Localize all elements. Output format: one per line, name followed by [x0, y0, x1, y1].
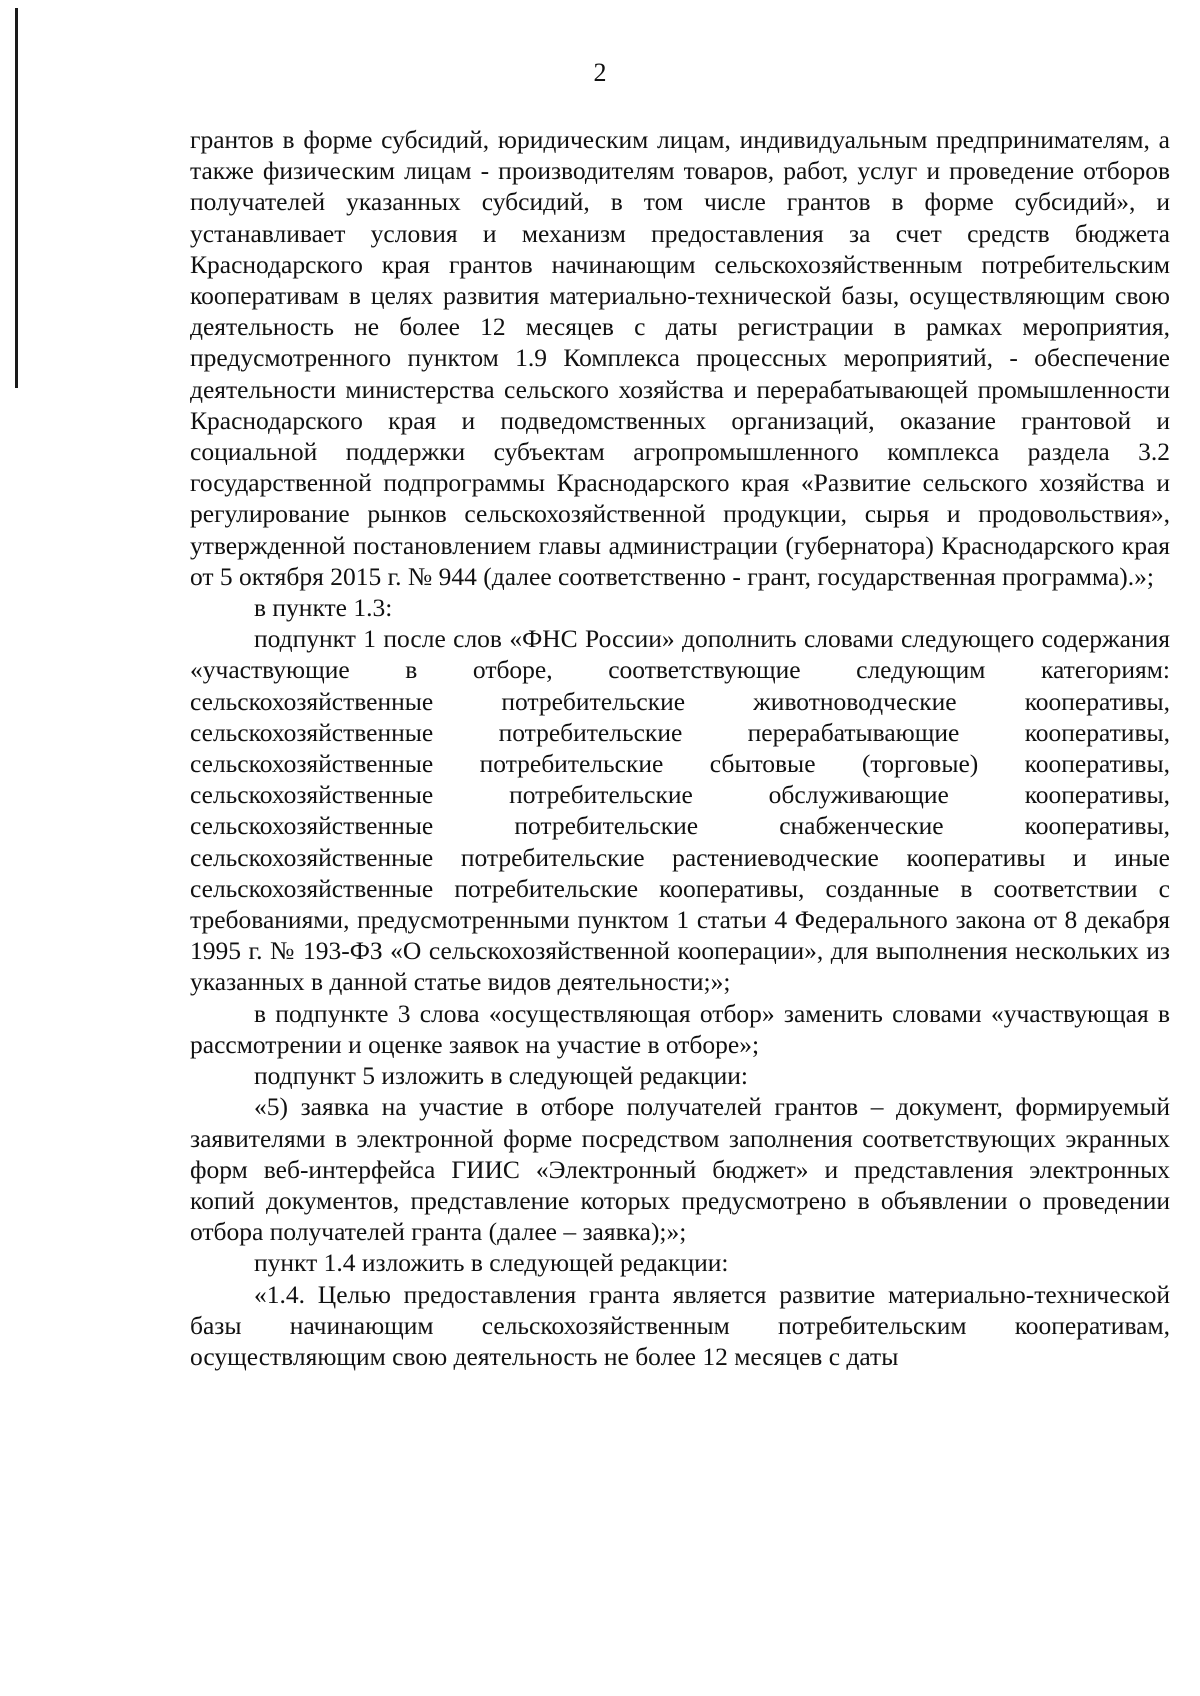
paragraph-podpunkt-5-text: «5) заявка на участие в отборе получателей грантов – документ, формируемый заявителями в электронной форме посредством заполнения соответствующих экранных форм веб-интерфейса ГИИС «Электронный бюджет» и представления электронных копий документов, представление которых предусмотрено в объявлении о проведении отбора получателей гранта (далее – заявка);»; [190, 1092, 1170, 1247]
document-body [190, 124, 1170, 1372]
paragraph-podpunkt-3: в подпункте 3 слова «осуществляющая отбор» заменить словами «участвующая в рассмотрении и оценке заявок на участие в отборе»; [190, 998, 1170, 1059]
paragraph-punkt-1-4-intro: пункт 1.4 изложить в следующей редакции: [254, 1248, 729, 1278]
page-number: 2 [593, 58, 607, 87]
paragraph-punkt-1-3: в пункте 1.3: [254, 593, 393, 623]
paragraph-podpunkt-1: подпункт 1 после слов «ФНС России» дополнить словами следующего содержания «участвующие в отборе, соответствующие следующим категориям: сельскохозяйственные потребительские животноводческие кооперативы, сельскохозяйственные потребительские перерабатывающие кооперативы, сельскохозяйственные потребительские сбытовые (торговые) кооперативы, сельскохозяйственные потребительские обслуживающие кооперативы, сельскохозяйственные потребительские снабженческие кооперативы, сельскохозяйственные потребительские растениеводческие кооперативы и иные сельскохозяйственные потребительские кооперативы, созданные в соответствии с требованиями, предусмотренными пунктом 1 статьи 4 Федерального закона от 8 декабря 1995 г. № 193-ФЗ «О сельскохозяйственной кооперации», для выполнения нескольких из указанных в данной статье видов деятельности;»; [190, 624, 1170, 997]
paragraph-punkt-1-4-text: «1.4. Целью предоставления гранта является развитие материально-технической базы начинающим сельскохозяйственным потребительским кооперативам, осуществляющим свою деятельность не более 12 месяцев с даты [190, 1279, 1170, 1371]
paragraph-podpunkt-5-intro: подпункт 5 изложить в следующей редакции: [254, 1061, 748, 1091]
paragraph-continuation: грантов в форме субсидий, юридическим лицам, индивидуальным предпринимателям, а также физическим лицам - производителям товаров, работ, услуг и проведение отборов получателей указанных субсидий, в том числе грантов в форме субсидий», и устанавливает условия и механизм предоставления за счет средств бюджета Краснодарского края грантов начинающим сельскохозяйственным потребительским кооперативам в целях развития материально-технической базы, осуществляющим свою деятельность не более 12 месяцев с даты регистрации в рамках мероприятия, предусмотренного пунктом 1.9 Комплекса процессных мероприятий, - обеспечение деятельности министерства сельского хозяйства и перерабатывающей промышленности Краснодарского края и подведомственных организаций, оказание грантовой и социальной поддержки субъектам агропромышленного комплекса раздела 3.2 государственной подпрограммы Краснодарского края «Развитие сельского хозяйства и регулирование рынков сельскохозяйственной продукции, сырья и продовольствия», утвержденной постановлением главы администрации (губернатора) Краснодарского края от 5 октября 2015 г. № 944 (далее соответственно - грант, государственная программа).»; [190, 125, 1170, 591]
